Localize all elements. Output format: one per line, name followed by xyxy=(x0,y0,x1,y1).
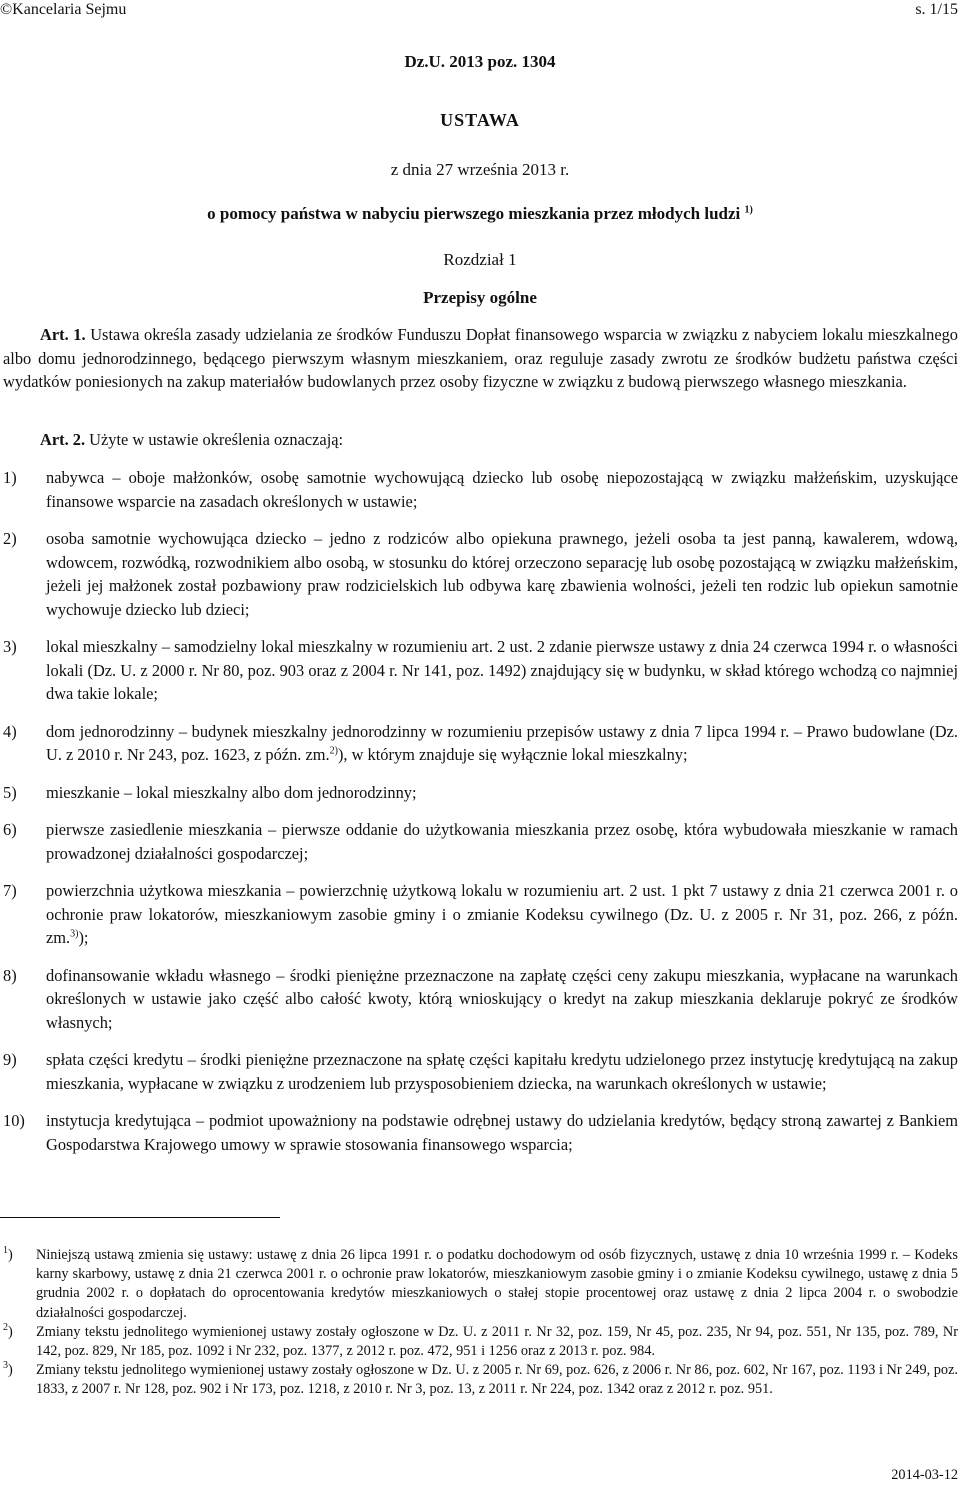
footnote-number-sup: 3 xyxy=(3,1360,8,1372)
footnote-item xyxy=(3,1323,958,1361)
definition-text-cont: ); xyxy=(78,928,89,947)
definition-text-cont: ), w którym znajduje się wyłącznie lokal mieszkalny; xyxy=(337,745,688,764)
definition-text: powierzchnia użytkowa mieszkania – powierzchnię użytkową lokalu w rozumieniu art. 2 ust. 1 pkt 7 ustawy z dnia 21 czerwca 2001 r. o ochronie praw lokatorów, mieszkaniowym zasobie gminy i o zmianie Kodeksu cywilnego (Dz. U. z 2005 r. Nr 31, poz. 266, z późn. zm. xyxy=(46,881,958,947)
chapter-title: Przepisy ogólne xyxy=(423,288,537,307)
act-date: z dnia 27 września 2013 r. xyxy=(390,160,570,179)
definition-number: 2) xyxy=(3,529,17,548)
act-subject-text: o pomocy państwa w nabyciu pierwszego mieszkania przez młodych ludzi xyxy=(207,204,741,223)
page-number: s. 1/15 xyxy=(915,1,958,18)
date-stamp: 2014-03-12 xyxy=(891,1467,958,1483)
footnote-separator xyxy=(0,1217,280,1218)
article-1 xyxy=(3,323,958,394)
definition-text: instytucja kredytująca – podmiot upoważniony na podstawie odrębnej ustawy do udzielania kredytów, będący stroną zawartej z Bankiem Gospodarstwa Krajowego umowy w sprawie stosowania finansowego wsparcia; xyxy=(46,1111,958,1154)
definition-item xyxy=(3,527,958,621)
footnote-ref: 3) xyxy=(70,928,79,940)
article-1-text: Ustawa określa zasady udzielania ze środków Funduszu Dopłat finansowego wsparcia w związku z nabyciem lokalu mieszkalnego albo domu jednorodzinnego, będącego pierwszym własnym mieszkaniem, oraz reguluje zasady zwrotu ze środków budżetu państwa części wydatków poniesionych na zakup materiałów budowlanych przez osoby fizyczne w związku z budową pierwszego własnego mieszkania. xyxy=(3,325,958,391)
footnote-item xyxy=(3,1246,958,1323)
definition-number: 8) xyxy=(3,965,17,985)
article-2-text: Użyte w ustawie określenia oznaczają: xyxy=(85,430,344,449)
act-subject xyxy=(0,204,960,224)
definition-number: 9) xyxy=(3,1050,17,1069)
definition-text: dom jednorodzinny – budynek mieszkalny jednorodzinny w rozumieniu przepisów ustawy z dnia 7 lipca 1994 r. – Prawo budowlane (Dz. U. z 2010 r. Nr 243, poz. 1623, z późn. zm. xyxy=(46,721,958,764)
definition-item xyxy=(3,720,958,767)
footnote-text: Niniejszą ustawą zmienia się ustawy: ustawę z dnia 26 lipca 1991 r. o podatku dochodowym od osób fizycznych, ustawę z dnia 10 września 1999 r. – Kodeks karny skarbowy, ustawę z dnia 21 czerwca 2001 r. o ochronie praw lokatorów, mieszkaniowym zasobie gminy i o zmianie Kodeksu cywilnego, ustawę z dnia 5 grudnia 2002 r. o dopłatach do oprocentowania kredytów mieszkaniowych o stałej stopie procentowej oraz ustawę z dnia 2 lipca 2004 r. o swobodzie działalności gospodarczej. xyxy=(36,1247,958,1321)
definition-number: 6) xyxy=(3,820,17,839)
footnote-item xyxy=(3,1361,958,1399)
definition-item xyxy=(3,879,958,950)
footnote-number xyxy=(3,1323,13,1342)
footnote-paren: ) xyxy=(8,1362,13,1379)
definition-number: 7) xyxy=(3,881,17,900)
article-1-label: Art. 1. xyxy=(40,325,86,344)
footnote-number-sup: 1 xyxy=(3,1245,8,1257)
footnote-paren: ) xyxy=(8,1247,13,1263)
article-2-label: Art. 2. xyxy=(40,430,86,449)
footnotes-list xyxy=(3,1246,958,1400)
definition-item xyxy=(3,466,958,513)
chapter-number: Rozdział 1 xyxy=(443,250,517,269)
header-source: ©Kancelaria Sejmu xyxy=(0,1,127,18)
article-2 xyxy=(3,428,958,452)
definition-number: 5) xyxy=(3,782,17,802)
definition-item xyxy=(3,1048,958,1095)
definition-number: 4) xyxy=(3,721,17,741)
definition-item xyxy=(3,818,958,865)
definition-item xyxy=(3,781,958,805)
definition-number: 10) xyxy=(3,1111,25,1130)
definition-item xyxy=(3,635,958,706)
definition-item xyxy=(3,964,958,1035)
journal-reference: Dz.U. 2013 poz. 1304 xyxy=(404,52,556,71)
footnote-ref: 2) xyxy=(329,745,338,757)
definition-number: 3) xyxy=(3,637,17,656)
definition-item xyxy=(3,1109,958,1156)
definition-text: osoba samotnie wychowująca dziecko – jedno z rodziców albo opiekuna prawnego, jeżeli osoba ta jest panną, kawalerem, wdową, wdowcem, rozwódką, rozwodnikiem albo osobą, w stosunku do której orzeczono separację lub osobę pozostającą w związku małżeńskim, jeżeli jej małżonek został pozbawiony praw rodzicielskich lub odbywa karę zbawienia wolności, jeżeli ten rodzic lub opiekun samotnie wychowuje dziecko lub dzieci; xyxy=(46,529,958,619)
definition-text: pierwsze zasiedlenie mieszkania – pierwsze oddanie do użytkowania mieszkania przez osobę, która wybudowała mieszkanie w ramach prowadzonej działalności gospodarczej; xyxy=(46,820,958,863)
act-subject-footnote-ref: 1) xyxy=(744,204,753,216)
definition-text: lokal mieszkalny – samodzielny lokal mieszkalny w rozumieniu art. 2 ust. 2 zdanie pierwsze ustawy z dnia 24 czerwca 1994 r. o własności lokali (Dz. U. z 2000 r. Nr 80, poz. 903 oraz z 2004 r. Nr 141, poz. 1492) znajdujący się w budynku, w skład którego wchodzą co najmniej dwa takie lokale; xyxy=(46,637,958,703)
footnote-text: Zmiany tekstu jednolitego wymienionej ustawy zostały ogłoszone w Dz. U. z 2011 r. Nr 32, poz. 159, Nr 45, poz. 235, Nr 94, poz. 551, Nr 135, poz. 789, Nr 142, poz. 829, Nr 185, poz. 1092 i Nr 232, poz. 1377, z 2012 r. poz. 472, 951 i 1256 oraz z 2013 r. poz. 984. xyxy=(36,1323,958,1360)
definition-text: mieszkanie – lokal mieszkalny albo dom jednorodzinny; xyxy=(46,782,417,802)
act-type: USTAWA xyxy=(440,110,520,130)
definition-text: dofinansowanie wkładu własnego – środki pieniężne przeznaczone na zapłatę części ceny zakupu mieszkania, wypłacane na warunkach określonych w ustawie jako część albo całość kwoty, którą wnioskujący o kredyt na zakup mieszkania deklaruje pokryć ze środków własnych; xyxy=(46,965,958,1032)
footnote-number xyxy=(3,1361,13,1380)
footnote-number-sup: 2 xyxy=(3,1322,8,1334)
definition-text: spłata części kredytu – środki pieniężne przeznaczone na spłatę części kapitału kredytu udzielonego przez instytucję kredytującą na zakup mieszkania, wypłacane w związku z urodzeniem lub przysposobieniem dziecka, na warunkach określonych w ustawie; xyxy=(46,1050,958,1093)
definition-text: nabywca – oboje małżonków, osobę samotnie wychowującą dziecko lub osobę niepozostającą w związku małżeńskim, uzyskujące finansowe wsparcie na zasadach określonych w ustawie; xyxy=(46,468,958,511)
footnote-number xyxy=(3,1246,13,1265)
definition-number: 1) xyxy=(3,468,17,487)
definitions-list xyxy=(3,466,958,1170)
footnote-text: Zmiany tekstu jednolitego wymienionej ustawy zostały ogłoszone w Dz. U. z 2005 r. Nr 69, poz. 626, z 2006 r. Nr 86, poz. 602, Nr 167, poz. 1193 i Nr 249, poz. 1833, z 2007 r. Nr 128, poz. 902 i Nr 173, poz. 1218, z 2010 r. Nr 3, poz. 13, z 2011 r. Nr 224, poz. 1342 oraz z 2012 r. poz. 951. xyxy=(36,1362,958,1398)
footnote-paren: ) xyxy=(8,1323,13,1340)
